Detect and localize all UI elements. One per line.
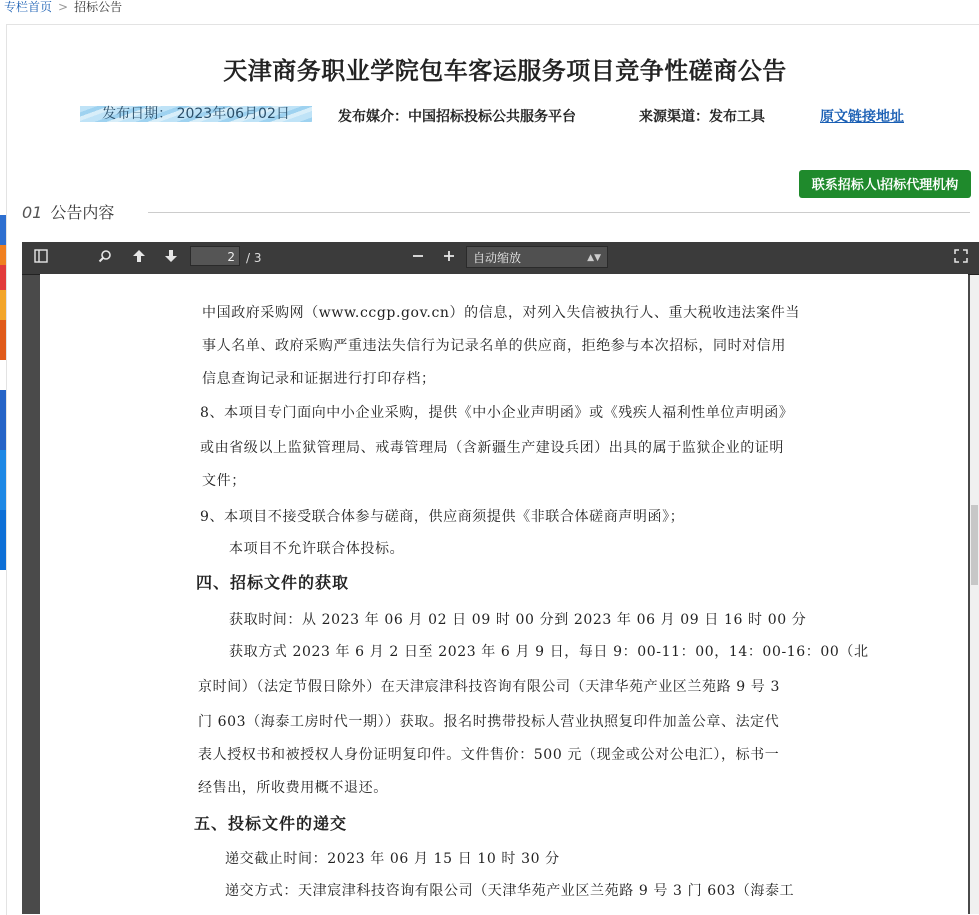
breadcrumb <box>4 0 122 16</box>
pdf-text-line: 京时间）（法定节假日除外）在天津宸津科技咨询有限公司（天津华苑产业区兰苑路 9 号 3 <box>198 679 780 695</box>
zoom-select[interactable] <box>466 246 608 268</box>
original-link[interactable]: 原文链接地址 <box>820 109 904 125</box>
pdf-text-line: 获取时间：从 2023 年 06 月 02 日 09 时 00 分到 2023 年 06 月 09 日 16 时 00 分 <box>229 612 807 628</box>
pdf-text-line: 事人名单、政府采购严重违法失信行为记录名单的供应商，拒绝参与本次招标，同时对信用 <box>202 338 786 354</box>
page-scrollbar[interactable] <box>970 275 979 914</box>
pdf-text-line: 中国政府采购网（www.ccgp.gov.cn）的信息，对列入失信被执行人、重大税收违法案件当 <box>202 305 800 321</box>
breadcrumb-current: 招标公告 <box>74 0 123 14</box>
section-divider <box>148 212 970 213</box>
zoom-in-icon[interactable] <box>438 248 460 268</box>
pdf-toolbar <box>22 242 979 275</box>
pdf-text-line: 门 603（海泰工房时代一期））获取。报名时携带投标人营业执照复印件加盖公章、法定代 <box>198 714 780 730</box>
pdf-page <box>40 274 968 914</box>
pdf-text-line: 表人授权书和被授权人身份证明复印件。文件售价：500 元（现金或公对公电汇），标书一 <box>198 747 780 763</box>
contact-tenderer-button[interactable]: 联系招标人\招标代理机构 <box>799 170 971 198</box>
publish-media: 发布媒介：中国招标投标公共服务平台 <box>338 109 576 125</box>
breadcrumb-separator: > <box>58 0 69 14</box>
source-channel: 来源渠道：发布工具 <box>639 109 765 125</box>
breadcrumb-home-link[interactable]: 专栏首页 <box>4 0 53 14</box>
previous-page-icon[interactable] <box>128 248 150 268</box>
section-heading <box>22 200 114 223</box>
pdf-text-line: 获取方式 2023 年 6 月 2 日至 2023 年 6 月 9 日，每日 9：00-11：00，14：00-16：00（北 <box>229 644 869 660</box>
pdf-section-heading: 五、投标文件的递交 <box>194 814 348 833</box>
chevron-updown-icon: ▲▼ <box>587 253 601 263</box>
fullscreen-icon[interactable] <box>950 248 972 268</box>
pdf-text-line: 信息查询记录和证据进行打印存档； <box>202 371 436 387</box>
section-title: 公告内容 <box>50 203 115 222</box>
page-number-input[interactable]: 2 <box>190 246 240 266</box>
next-page-icon[interactable] <box>160 248 182 268</box>
scrollbar-thumb[interactable] <box>971 505 978 585</box>
pdf-text-line: 或由省级以上监狱管理局、戒毒管理局（含新疆生产建设兵团）出具的属于监狱企业的证明 <box>200 440 784 456</box>
pdf-viewer <box>22 242 979 914</box>
page-title: 天津商务职业学院包车客运服务项目竞争性磋商公告 <box>223 57 787 85</box>
pdf-text-line: 8、本项目专门面向中小企业采购，提供《中小企业声明函》或《残疾人福利性单位声明函》 <box>200 405 794 421</box>
pdf-text-line: 递交截止时间：2023 年 06 月 15 日 10 时 30 分 <box>225 851 560 867</box>
zoom-value: 自动缩放 <box>473 251 522 265</box>
pdf-text-line: 9、本项目不接受联合体参与磋商，供应商须提供《非联合体磋商声明函》； <box>200 509 685 525</box>
sidebar-toggle-icon[interactable] <box>30 248 52 268</box>
pdf-text-line: 文件； <box>202 473 246 489</box>
pdf-text-line: 本项目不允许联合体投标。 <box>229 541 405 557</box>
pdf-text-line: 递交方式：天津宸津科技咨询有限公司（天津华苑产业区兰苑路 9 号 3 门 603（海泰工 <box>225 883 795 899</box>
pdf-section-heading: 四、招标文件的获取 <box>196 573 350 592</box>
section-number: 01 <box>22 203 43 222</box>
pdf-text-line: 经售出，所收费用概不退还。 <box>198 780 388 796</box>
zoom-out-icon[interactable] <box>407 248 429 268</box>
page-total: / 3 <box>246 251 262 265</box>
publish-date: 发布日期： 2023年06月02日 <box>80 106 312 122</box>
search-icon[interactable] <box>94 248 116 268</box>
